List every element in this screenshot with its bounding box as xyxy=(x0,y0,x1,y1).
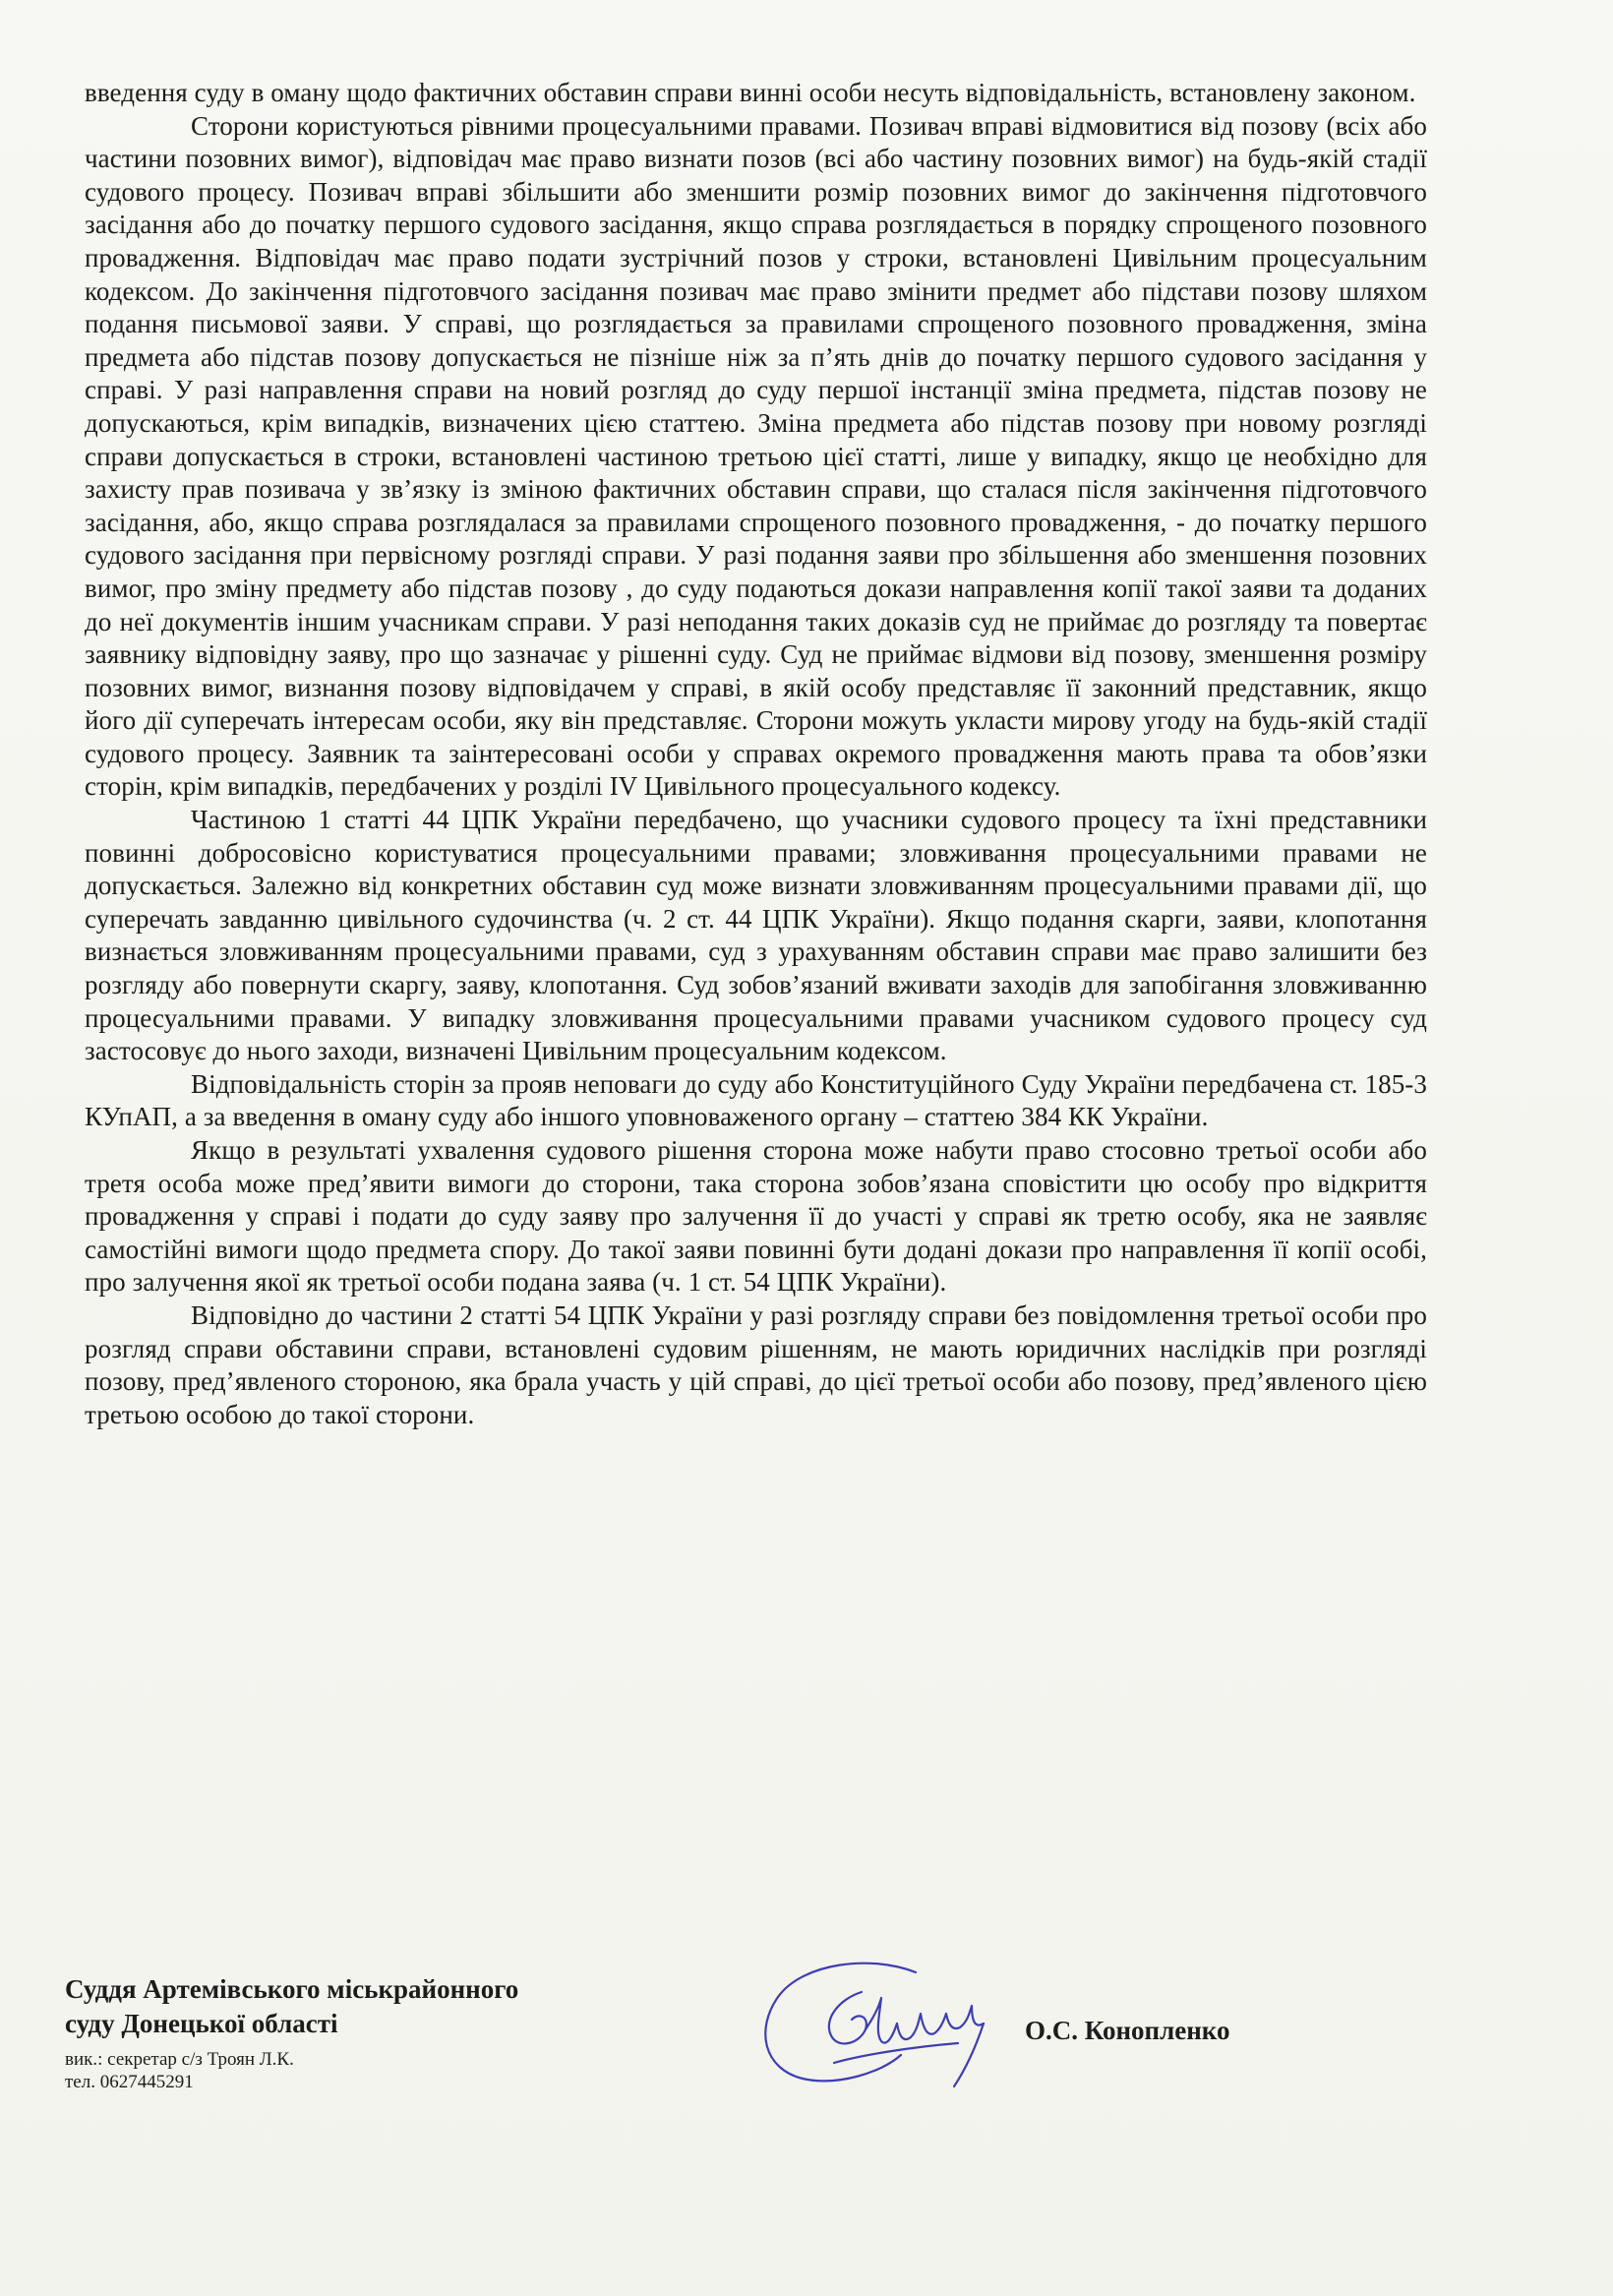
paragraph-party-rights: Сторони користуються рівними процесуальними правами. Позивач вправі відмовитися від позову (всіх або частини позовних вимог), відповідач має право визнати позов (всі або частину позовних вимог) на будь-якій стадії судового процесу. Позивач вправі збільшити або зменшити розмір позовних вимог до закінчення підготовчого засідання або до початку першого судового засідання, якщо справа розглядається в порядку спрощеного позовного провадження. Відповідач має право подати зустрічний позов у строки, встановлені Цивільним процесуальним кодексом. До закінчення підготовчого засідання позивач має право змінити предмет або підстави позову шляхом подання письмової заяви. У справі, що розглядається за правилами спрощеного позовного провадження, зміна предмета або підстав позову допускається не пізніше ніж за п’ять днів до початку першого судового засідання у справі. У разі направлення справи на новий розгляд до суду першої інстанції зміна предмета, підстав позову не допускаються, крім випадків, визначених цією статтею. Зміна предмета або підстав позову при новому розгляді справи допускається в строки, встановлені частиною третьою цієї статті, лише у випадку, якщо це необхідно для захисту прав позивача у зв’язку із зміною фактичних обставин справи, що сталася після закінчення підготовчого засідання, або, якщо справа розглядалася за правилами спрощеного позовного провадження, - до початку першого судового засідання при первісному розгляді справи. У разі подання заяви про збільшення або зменшення позовних вимог, про зміну предмету або підстав позову , до суду подаються докази направлення копії такої заяви та доданих до неї документів іншим учасникам справи. У разі неподання таких доказів суд не приймає до розгляду та повертає заявнику відповідну заяву, про що зазначає у рішенні суду. Суд не приймає відмови від позову, зменшення розміру позовних вимог, визнання позову відповідачем у справі, в якій особу представляє її законний представник, якщо його дії суперечать інтересам особи, яку він представляє. Сторони можуть укласти мирову угоду на будь-якій стадії судового процесу. Заявник та заінтересовані особи у справах окремого провадження мають права та обов’язки сторін, крім випадків, передбачених у розділі IV Цивільного процесуального кодексу. xyxy=(85,110,1427,802)
paragraph-abuse-of-rights: Частиною 1 статті 44 ЦПК України передбачено, що учасники судового процесу та їхні представники повинні добросовісно користуватися процесуальними правами; зловживання процесуальними правами не допускається. Залежно від конкретних обставин суд може визнати зловживанням процесуальними правами дії, що суперечать завданню цивільного судочинства (ч. 2 ст. 44 ЦПК України). Якщо подання скарги, заяви, клопотання визнається зловживанням процесуальними правами, суд з урахуванням обставин справи має право залишити без розгляду або повернути скаргу, заяву, клопотання. Суд зобов’язаний вживати заходів для запобігання зловживанню процесуальними правами. У випадку зловживання процесуальними правами учасником судового процесу суд застосовує до нього заходи, визначені Цивільним процесуальним кодексом. xyxy=(85,805,1427,1066)
secretary-info xyxy=(65,2048,294,2093)
paragraph-third-party: Якщо в результаті ухвалення судового рішення сторона може набути право стосовно третьої особи або третя особа може пред’явити вимоги до сторони, така сторона зобов’язана сповістити цю особу про відкриття провадження у справі і подати до суду заяву про залучення її до участі у справі як третю особу, яка не заявляє самостійні вимоги щодо предмета спору. До такої заяви повинні бути додані докази про направлення її копії особі, про залучення якої як третьої особи подана заява (ч. 1 ст. 54 ЦПК України). xyxy=(85,1135,1427,1298)
document-body xyxy=(85,77,1427,1431)
paragraph-continuation: введення суду в оману щодо фактичних обставин справи винні особи несуть відповідальність, встановлену законом. xyxy=(85,78,1416,107)
judge-name: О.С. Конопленко xyxy=(1025,2016,1230,2045)
handwritten-signature xyxy=(744,1953,1029,2100)
paragraph-liability: Відповідальність сторін за прояв неповаги до суду або Конституційного Суду України передбачена ст. 185-3 КУпАП, а за введення в оману суду або іншого уповноваженого органу – статтею 384 КК України. xyxy=(85,1068,1427,1132)
judge-title-line1: Суддя Артемівського міськрайонного xyxy=(65,1974,519,2004)
phone-line: тел. 0627445291 xyxy=(65,2072,194,2092)
judge-title xyxy=(65,1972,518,2041)
signature-block xyxy=(65,1972,1540,2140)
secretary-line: вик.: секретар с/з Троян Л.К. xyxy=(65,2049,294,2070)
judge-title-line2: суду Донецької області xyxy=(65,2009,338,2038)
paragraph-third-party-consequences: Відповідно до частини 2 статті 54 ЦПК України у разі розгляду справи без повідомлення третьої особи про розгляд справи обставини справи, встановлені судовим рішенням, не мають юридичних наслідків при розгляді позову, пред’явленого стороною, яка брала участь у цій справі, до цієї третьої особи або позову, пред’явленого цією третьою особою до такої сторони. xyxy=(85,1299,1427,1429)
